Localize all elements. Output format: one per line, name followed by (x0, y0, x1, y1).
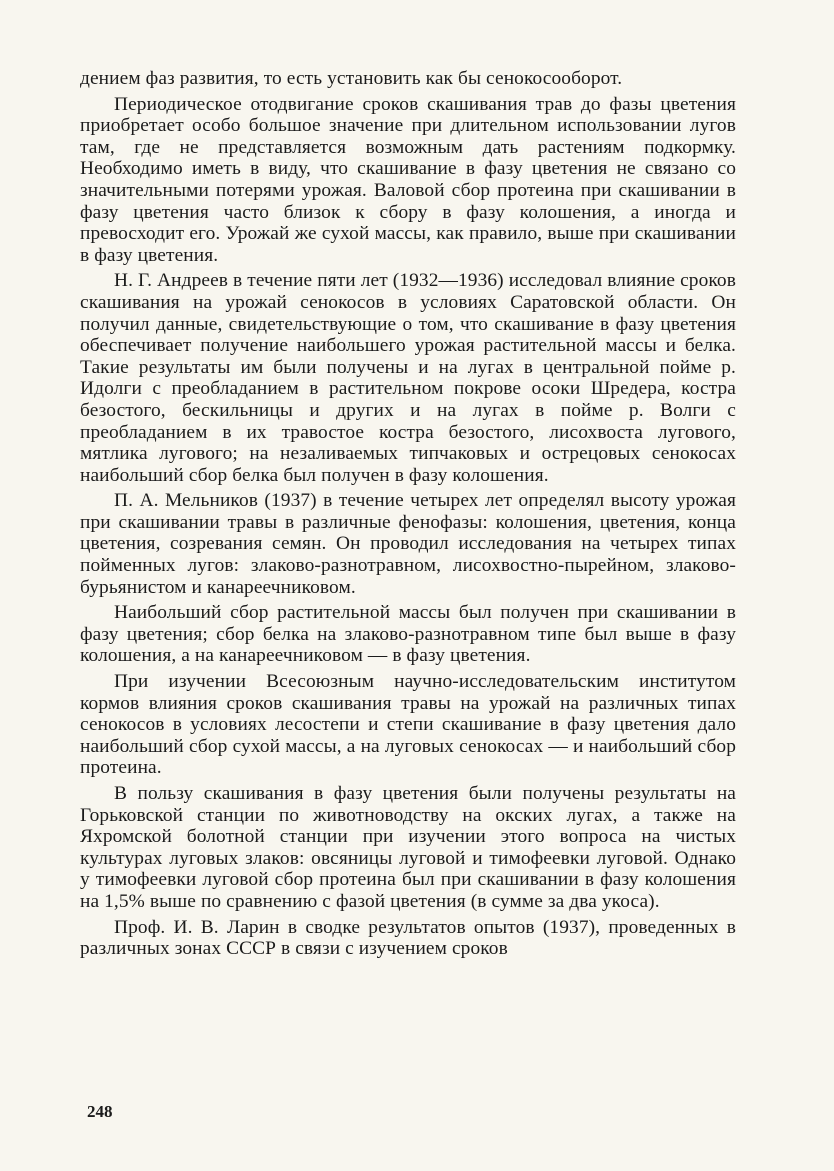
paragraph-largest-yield: Наибольший сбор растительной массы был получен при скашивании в фазу цветения; сбор белка на злаково-разнотравном типе был выше в фазу колошения, а на канареечниковом — в фазу цветения. (80, 602, 736, 667)
paragraph-fodder-institute: При изучении Всесоюзным научно-исследовательским институтом кормов влияния сроков скашивания травы на урожай на различных типах сенокосов в условиях лесостепи и степи скашивание в фазу цветения дало наибольший сбор сухой массы, а на луговых сенокосах — и наибольший сбор протеина. (80, 671, 736, 779)
paragraph-larin: Проф. И. В. Ларин в сводке результатов опытов (1937), проведенных в различных зонах СССР в связи с изучением сроков (80, 916, 736, 960)
page-number: 248 (87, 1102, 113, 1121)
paragraph-andreev: Н. Г. Андреев в течение пяти лет (1932—1936) исследовал влияние сроков скашивания на урожай сенокосов в условиях Саратовской области. Он получил данные, свидетельствующие о том, что скашивание в фазу цветения обеспечивает получение наибольшего урожая растительной массы и белка. Такие результаты им были получены и на лугах в центральной пойме р. Идолги с преобладанием в растительном покрове осоки Шредера, костра безостого, бескильницы и других и на лугах в пойме р. Волги с преобладанием в их травостое костра безостого, лисохвоста лугового, мятлика лугового; на незаливаемых типчаковых и острецовых сенокосах наибольший сбор белка был получен в фазу колошения. (80, 270, 736, 486)
paragraph-gorky-station: В пользу скашивания в фазу цветения были получены результаты на Горьковской станции по животноводству на окских лугах, а также на Яхромской болотной станции при изучении этого вопроса на чистых культурах луговых злаков: овсяницы луговой и тимофеевки луговой. Однако у тимофеевки луговой сбор протеина был при скашивании в фазу колошения на 1,5% выше по сравнению с фазой цветения (в сумме за два укоса). (80, 783, 736, 912)
paragraph-mowing-shift: Периодическое отодвигание сроков скашивания трав до фазы цветения приобретает особо большое значение при длительном использовании лугов там, где не представляется возможным дать растениям подкормку. Необходимо иметь в виду, что скашивание в фазу цветения не связано со значительными потерями урожая. Валовой сбор протеина при скашивании в фазу цветения часто близок к сбору в фазу колошения, а иногда и превосходит его. Урожай же сухой массы, как правило, выше при скашивании в фазу цветения. (80, 93, 736, 266)
paragraph-continuation: дением фаз развития, то есть установить как бы сенокосооборот. (80, 68, 623, 89)
body-text (80, 68, 736, 960)
paragraph-melnikov: П. А. Мельников (1937) в течение четырех лет определял высоту урожая при скашивании травы в различные фенофазы: колошения, цветения, конца цветения, созревания семян. Он проводил исследования на четырех типах пойменных лугов: злаково-разнотравном, лисохвостно-пырейном, злаково-бурьянистом и канареечниковом. (80, 490, 736, 598)
